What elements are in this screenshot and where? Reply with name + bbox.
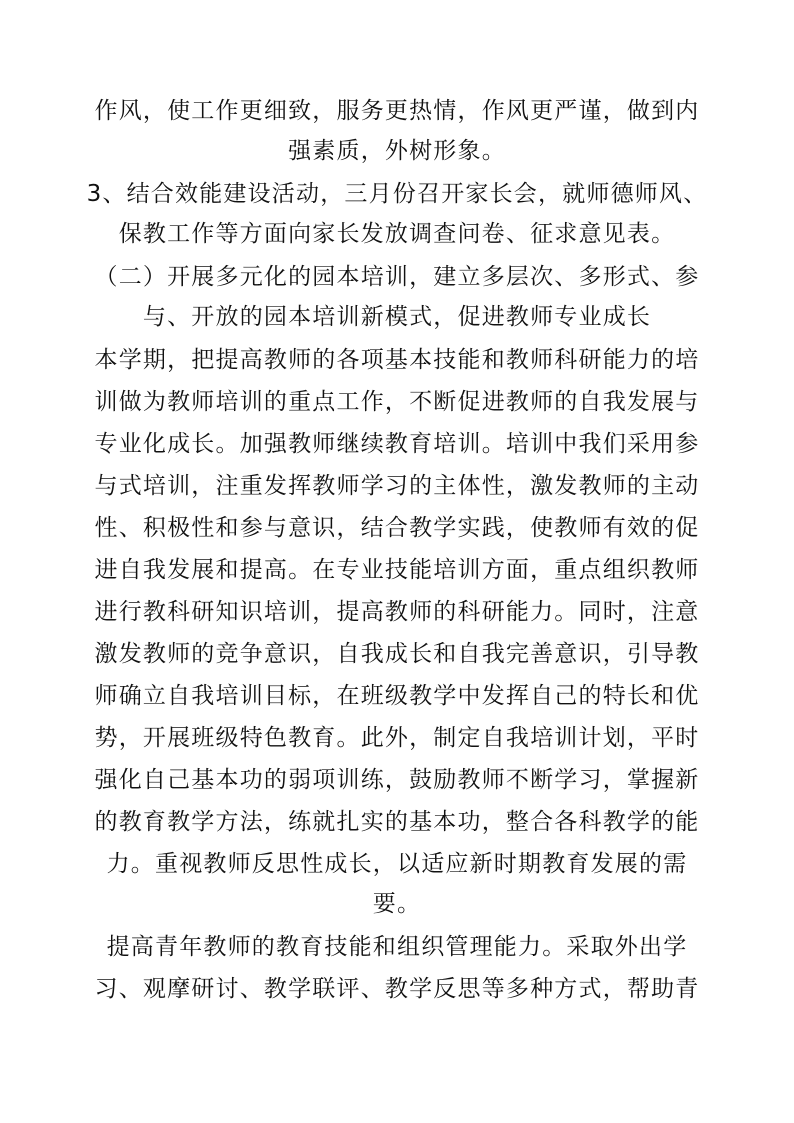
text-line: 师确立自我培训目标，在班级教学中发挥自己的特长和优 — [94, 683, 700, 709]
text-line: 作风，使工作更细致，服务更热情，作风更严谨，做到内 — [94, 98, 700, 124]
text-line: 专业化成长。加强教师继续教育培训。培训中我们采用参 — [94, 431, 700, 457]
text-line: 强素质，外树形象。 — [288, 138, 506, 164]
text-line: 进行教科研知识培训，提高教师的科研能力。同时，注意 — [94, 599, 700, 625]
section-heading-line: 与、开放的园本培训新模式，促进教师专业成长 — [142, 304, 652, 330]
text-line: 3、结合效能建设活动，三月份召开家长会，就师德师风、 — [86, 181, 708, 207]
text-line: 势，开展班级特色教育。此外，制定自我培训计划，平时 — [94, 725, 700, 751]
text-line: 激发教师的竞争意识，自我成长和自我完善意识，引导教 — [94, 641, 700, 667]
text-line: 与式培训，注重发挥教师学习的主体性，激发教师的主动 — [94, 473, 700, 499]
text-line: 提高青年教师的教育技能和组织管理能力。采取外出学 — [106, 934, 688, 960]
text-line: 强化自己基本功的弱项训练，鼓励教师不断学习，掌握新 — [94, 767, 700, 793]
text-line: 习、观摩研讨、教学联评、教学反思等多种方式，帮助青 — [94, 976, 700, 1002]
text-line: 力。重视教师反思性成长，以适应新时期教育发展的需 — [106, 851, 688, 877]
text-line: 进自我发展和提高。在专业技能培训方面，重点组织教师 — [94, 557, 700, 583]
text-line: 性、积极性和参与意识，结合教学实践，使教师有效的促 — [94, 515, 700, 541]
text-line: 训做为教师培训的重点工作，不断促进教师的自我发展与 — [94, 389, 700, 415]
section-heading-line: （二）开展多元化的园本培训，建立多层次、多形式、参 — [94, 264, 700, 290]
text-line: 要。 — [372, 891, 422, 917]
text-line: 本学期，把提高教师的各项基本技能和教师科研能力的培 — [94, 347, 700, 373]
text-line: 的教育教学方法，练就扎实的基本功，整合各科教学的能 — [94, 809, 700, 835]
text-line: 保教工作等方面向家长发放调查问卷、征求意见表。 — [118, 221, 676, 247]
